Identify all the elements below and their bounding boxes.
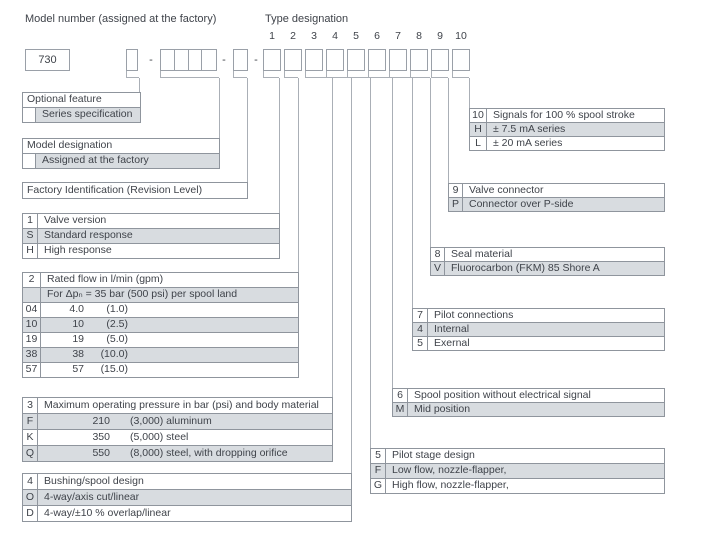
row-value: 57 [72, 363, 84, 375]
table-title: Pilot connections [434, 309, 514, 321]
type-box-2 [284, 49, 302, 71]
table-row [23, 243, 279, 258]
table-header [23, 273, 298, 287]
type-box-5 [347, 49, 365, 71]
row-desc: Fluorocarbon (FKM) 85 Shore A [451, 262, 600, 274]
row-key: S [23, 229, 38, 243]
row-desc: Assigned at the factory [42, 154, 149, 166]
row-value-paren: (5.0) [106, 333, 128, 345]
table-row [470, 122, 664, 136]
table-row [371, 463, 664, 478]
table-header [23, 214, 279, 228]
row-key: 5 [413, 337, 428, 350]
row-desc: ± 20 mA series [493, 137, 563, 149]
row-key [23, 154, 36, 168]
row-value: 10 [72, 318, 84, 330]
pilot-stage-table [370, 448, 665, 494]
row-key: K [23, 430, 38, 445]
dash: - [222, 54, 226, 66]
table-number: 3 [23, 398, 38, 413]
row-key: L [470, 137, 487, 150]
table-subheader [23, 287, 298, 302]
row-value: 350 [92, 431, 110, 443]
table-row [413, 322, 664, 336]
code-cell [189, 50, 203, 70]
leader-line [430, 78, 431, 247]
leader-line [431, 71, 448, 78]
leader-line [139, 78, 140, 92]
table-header [470, 109, 664, 122]
table-header [23, 93, 140, 107]
digit-label-10: 10 [455, 30, 467, 42]
bushing-spool-table [22, 473, 352, 522]
table-title: Pilot stage design [392, 449, 475, 461]
type-box-3 [305, 49, 323, 71]
row-key: G [371, 479, 386, 493]
table-title: Bushing/spool design [44, 475, 144, 487]
table-row [23, 302, 298, 317]
leader-line [347, 71, 370, 78]
valve-version-table [22, 213, 280, 259]
row-desc: (8,000) steel, with dropping orifice [130, 447, 288, 459]
leader-line [263, 71, 279, 78]
dash: - [254, 54, 258, 66]
table-row [23, 228, 279, 243]
row-desc: Internal [434, 323, 470, 335]
model-number-label: Model number (assigned at the factory) [25, 13, 217, 25]
row-key: V [431, 262, 445, 275]
code-cell [161, 50, 175, 70]
row-key: Q [23, 446, 38, 461]
rated-flow-table [22, 272, 299, 378]
table-header [413, 309, 664, 322]
row-value: 19 [72, 333, 84, 345]
row-key: D [23, 506, 38, 521]
spool-position-table [392, 388, 665, 417]
optional-feature-table [22, 92, 141, 123]
row-desc: (5,000) steel [130, 431, 189, 443]
table-title: Valve connector [469, 184, 544, 196]
row-key: O [23, 490, 38, 505]
row-key: H [23, 244, 38, 258]
table-row [23, 362, 298, 377]
row-desc: 4-way/±10 % overlap/linear [44, 507, 171, 519]
digit-label-6: 6 [374, 30, 380, 42]
model-number-box: 730 [25, 49, 70, 71]
table-row [23, 413, 332, 429]
valve-connector-table [448, 183, 665, 212]
table-title: Seal material [451, 248, 513, 260]
digit-label-2: 2 [290, 30, 296, 42]
code-cell [175, 50, 189, 70]
table-header [371, 449, 664, 463]
leader-line [392, 78, 393, 388]
row-value-paren: (2.5) [106, 318, 128, 330]
table-number: 10 [470, 109, 487, 122]
digit-label-9: 9 [437, 30, 443, 42]
table-row [23, 317, 298, 332]
table-title: Optional feature [27, 93, 102, 105]
leader-line [279, 78, 280, 213]
row-key: 04 [23, 303, 41, 317]
row-value: 4.0 [69, 303, 84, 315]
type-box-4 [326, 49, 344, 71]
table-number: 4 [23, 474, 38, 489]
row-desc: Standard response [44, 229, 133, 241]
table-number: 1 [23, 214, 38, 228]
leader-line [219, 78, 220, 138]
table-row [23, 107, 140, 122]
leader-line [284, 71, 298, 78]
row-desc: ± 7.5 mA series [493, 123, 566, 135]
row-value-paren: (1.0) [106, 303, 128, 315]
row-key: F [371, 464, 386, 478]
pilot-connections-table [412, 308, 665, 351]
row-value: 38 [72, 348, 84, 360]
table-row [23, 489, 351, 505]
leader-line [332, 78, 333, 397]
row-desc: Mid position [414, 403, 471, 415]
table-header [23, 183, 247, 198]
table-row [431, 261, 664, 275]
row-key [23, 108, 36, 122]
table-header [449, 184, 664, 197]
type-designation-label: Type designation [265, 13, 349, 25]
type-box-8 [410, 49, 428, 71]
leader-line [247, 78, 248, 182]
pressure-table [22, 397, 333, 462]
digit-label-3: 3 [311, 30, 317, 42]
row-key: H [470, 123, 487, 136]
table-title: Model designation [27, 139, 113, 151]
table-row [23, 332, 298, 347]
model-designation-box [160, 49, 217, 71]
table-title: Spool position without electrical signal [414, 389, 591, 401]
row-desc: (3,000) aluminum [130, 415, 212, 427]
row-key: 38 [23, 348, 41, 362]
leader-line [412, 78, 413, 308]
row-desc: Series specification [42, 108, 133, 120]
digit-label-1: 1 [269, 30, 275, 42]
table-header [23, 398, 332, 413]
table-row [371, 478, 664, 493]
leader-line [351, 78, 352, 473]
type-box-7 [389, 49, 407, 71]
factory-id-box [233, 49, 248, 71]
table-header [23, 139, 219, 153]
type-box-9 [431, 49, 449, 71]
table-row [23, 505, 351, 521]
table-header [393, 389, 664, 402]
table-number: 8 [431, 248, 445, 261]
signals-table [469, 108, 665, 151]
row-key: 10 [23, 318, 41, 332]
digit-label-4: 4 [332, 30, 338, 42]
row-value: 550 [92, 447, 110, 459]
type-box-10 [452, 49, 470, 71]
table-title: Signals for 100 % spool stroke [493, 109, 635, 121]
digit-label-5: 5 [353, 30, 359, 42]
table-row [23, 153, 219, 168]
table-row [23, 347, 298, 362]
table-number: 7 [413, 309, 428, 322]
table-row [413, 336, 664, 350]
row-value-paren: (15.0) [100, 363, 128, 375]
table-row [393, 402, 664, 416]
leader-line [298, 78, 299, 272]
row-key: M [393, 403, 408, 416]
row-desc: Low flow, nozzle-flapper, [392, 464, 507, 476]
table-number: 9 [449, 184, 463, 197]
code-cell [202, 50, 216, 70]
row-key: 4 [413, 323, 428, 336]
table-header [431, 248, 664, 261]
row-desc: High flow, nozzle-flapper, [392, 479, 509, 491]
row-key: 57 [23, 363, 41, 377]
row-desc: Connector over P-side [469, 198, 574, 210]
digit-label-8: 8 [416, 30, 422, 42]
table-header [23, 474, 351, 489]
leader-line [410, 71, 430, 78]
row-key: F [23, 414, 38, 429]
row-desc: Exernal [434, 337, 470, 349]
table-row [23, 429, 332, 445]
leader-line [469, 78, 470, 108]
leader-line [126, 71, 139, 78]
table-title: Maximum operating pressure in bar (psi) and body material [44, 399, 319, 411]
table-subtitle: For Δpₙ = 35 bar (500 psi) per spool land [47, 288, 238, 300]
table-number: 2 [23, 273, 41, 287]
table-row [449, 197, 664, 211]
leader-line [452, 71, 469, 78]
series-spec-box [126, 49, 138, 71]
row-desc: 4-way/axis cut/linear [44, 491, 140, 503]
row-key: P [449, 198, 463, 211]
type-box-1 [263, 49, 281, 71]
type-box-6 [368, 49, 386, 71]
table-title: Factory Identification (Revision Level) [27, 184, 203, 196]
leader-line [160, 71, 219, 78]
leader-line [389, 71, 412, 78]
leader-line [233, 71, 247, 78]
leader-line [370, 78, 371, 448]
table-number: 6 [393, 389, 408, 402]
table-number: 5 [371, 449, 386, 463]
row-key [23, 288, 41, 302]
leader-line [448, 78, 449, 183]
model-designation-table [22, 138, 220, 169]
row-desc: High response [44, 244, 112, 256]
digit-label-7: 7 [395, 30, 401, 42]
table-row [470, 136, 664, 150]
dash: - [149, 54, 153, 66]
row-key: 19 [23, 333, 41, 347]
table-row [23, 445, 332, 461]
row-value: 210 [92, 415, 110, 427]
table-title: Valve version [44, 214, 107, 226]
row-value-paren: (10.0) [100, 348, 128, 360]
factory-id-table [22, 182, 248, 199]
table-title: Rated flow in l/min (gpm) [47, 273, 164, 285]
seal-material-table [430, 247, 665, 276]
